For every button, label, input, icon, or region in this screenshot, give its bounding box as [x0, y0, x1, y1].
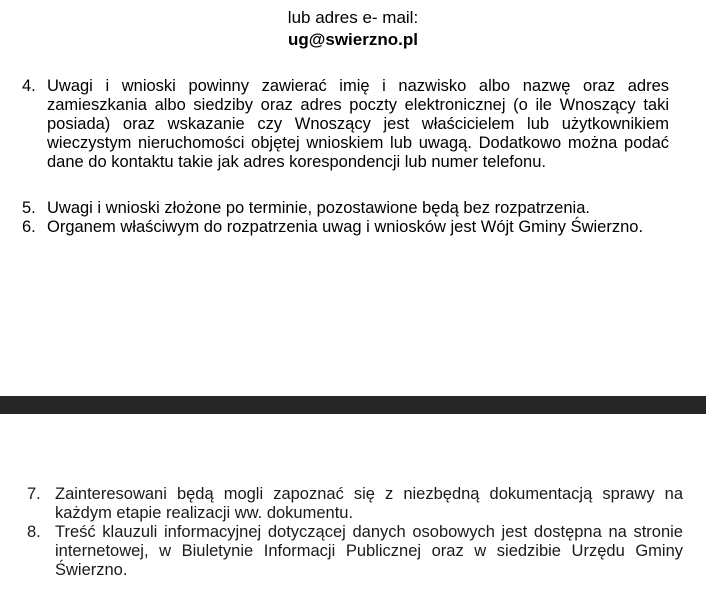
item-number: 5.: [22, 199, 36, 217]
page-divider-bar: [0, 396, 706, 414]
item-text: Uwagi i wnioski złożone po terminie, pozostawione będą bez rozpatrzenia.: [47, 199, 590, 217]
item-text: Uwagi i wnioski powinny zawierać imię i nazwisko albo nazwę oraz adres zamieszkania albo siedziby oraz adres poczty elektronicznej (o ile Wnoszący taki posiada) oraz wskazanie czy Wnoszący jest właścicielem lub użytkownikiem wieczystym nieruchomości objętej wnioskiem lub uwagą. Dodatkowo można podać dane do kontaktu takie jak adres korespondencji lub numer telefonu.: [47, 77, 669, 171]
item-text: Organem właściwym do rozpatrzenia uwag i wniosków jest Wójt Gminy Świerzno.: [47, 218, 644, 236]
item-number: 4.: [22, 77, 36, 95]
item-text: Zainteresowani będą mogli zapoznać się z niezbędną dokumentacją sprawy na każdym etapie realizacji ww. dokumentu.: [55, 485, 683, 522]
email-address: ug@swierzno.pl: [288, 30, 418, 49]
item-number: 6.: [22, 218, 36, 236]
item-text: Treść klauzuli informacyjnej dotyczącej danych osobowych jest dostępna na stronie internetowej, w Biuletynie Informacji Publicznej oraz w siedzibie Urzędu Gminy Świerzno.: [55, 523, 683, 579]
item-number: 8.: [27, 523, 41, 541]
item-number: 7.: [27, 485, 41, 503]
email-intro-line: lub adres e- mail:: [287, 8, 419, 27]
